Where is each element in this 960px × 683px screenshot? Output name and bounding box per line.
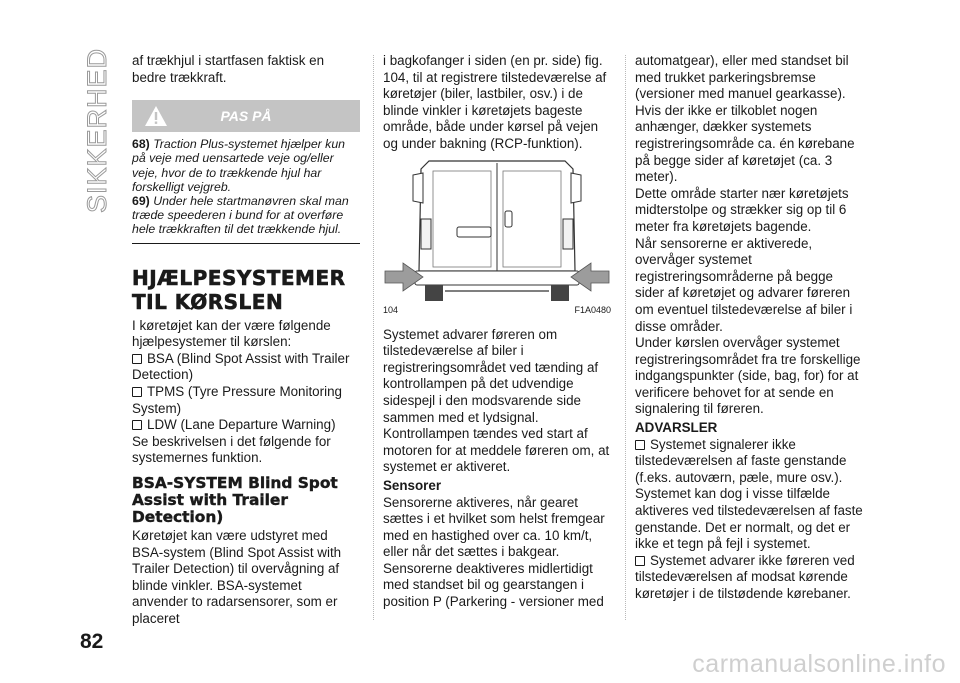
bullet-item: BSA (Blind Spot Assist with Trailer Detection): [132, 351, 360, 384]
van-rear-illustration: [383, 159, 611, 307]
paragraph: I køretøjet kan der være følgende hjælpesystemer til kørslen:: [132, 317, 331, 350]
paragraph: automatgear), eller med standset bil med trukket parkeringsbremse (versioner med manuel gearkasse).: [635, 53, 849, 102]
note-number: 69): [132, 194, 150, 208]
warning-title: PAS PÅ: [220, 108, 272, 125]
bullet-item: Systemet signalerer ikke tilstedeværelsen af faste genstande (f.eks. autoværn, pæle, mure osv.). Systemet kan dog i visse tilfælde aktiveres ved tilstedeværelsen af faste genstande. Det er normalt, og det er ikke et tegn på fejl i systemet.: [635, 436, 863, 552]
column-1: [132, 53, 360, 628]
note: [132, 137, 360, 194]
paragraph: Når sensorerne er aktiverede, overvåger systemet registreringsområderne på begge sider af køretøjet og advarer føreren om eventuel tilstedeværelse af biler i disse områder.: [635, 235, 853, 334]
note-number: 68): [132, 137, 150, 152]
bullet-item: TPMS (Tyre Pressure Monitoring System): [132, 384, 360, 417]
warning-notes: [132, 132, 360, 242]
paragraph: Systemet advarer føreren om tilstedeværelse af biler i registreringsområdet ved tænding af kontrollampen på det udvendige sidespejl i den modsvarende side sammen med et lydsignal. Kontrollampen tændes ved start af motoren for at meddele føreren om, at systemet er aktiveret.: [383, 326, 610, 475]
paragraph: i bagkofanger i siden (en pr. side) fig. 104, til at registrere tilstedeværelse af køretøjer (biler, lastbiler, osv.) i de blinde vinkler i køretøjets bageste område, både under kørsel på vejen og under bakning (RCP-funktion).: [383, 53, 607, 151]
bullet-item: LDW (Lane Departure Warning): [132, 417, 360, 434]
column-3: [635, 53, 863, 603]
column-divider: [625, 55, 626, 620]
note: [132, 194, 360, 237]
paragraph: Hvis der ikke er tilkoblet nogen anhænger, dækker systemets registreringsområde ca. én kørebane på begge sider af køretøjet (ca. 3 meter).: [635, 102, 855, 185]
note-text: Traction Plus-systemet hjælper kun på veje med uensartede veje og/eller veje, hvor de to trækkende hjul har forskelligt vejgreb.: [132, 137, 346, 194]
bullet-item: Systemet advarer ikke føreren ved tilstedeværelsen af modsat kørende køretøjer i de tilstødende kørebaner.: [635, 553, 863, 603]
paragraph: Sensorerne aktiveres, når gearet sættes i et hvilket som helst fremgear med en hastighed over ca. 10 km/t, eller når det sættes i bakgear. Sensorerne deaktiveres midlertidigt med standset bil og gearstangen i position P (Parkering - versioner med: [383, 494, 605, 610]
paragraph: Under kørslen overvåger systemet registreringsområdet fra tre forskellige indgangspunkter (side, bag, for) for at verificere behovet for at sende en signalering til føreren.: [635, 335, 861, 417]
subheading: ADVARSLER: [635, 420, 718, 436]
column-2: [383, 53, 611, 611]
figure-number: 104: [383, 304, 399, 315]
paragraph: Køretøjet kan være udstyret med BSA-system (Blind Spot Assist with Trailer Detection) til overvågning af blinde vinkler. BSA-systemet anvender to radarsensorer, som er placeret: [132, 527, 342, 626]
figure-104: [383, 159, 611, 319]
subsection-heading: BSA-SYSTEM Blind Spot Assist with Trailer Detection): [132, 473, 338, 526]
subheading: Sensorer: [383, 477, 442, 493]
paragraph: Dette område starter nær køretøjets midterstolpe og strækker sig op til 6 meter fra køretøjets bagende.: [635, 185, 849, 234]
footer-watermark: carmanualsonline.info: [692, 650, 946, 678]
figure-code: F1A0480: [574, 304, 611, 315]
warning-box: [132, 100, 360, 243]
paragraph: af trækhjul i startfasen faktisk en bedre trækkraft.: [132, 53, 325, 85]
paragraph: Se beskrivelsen i det følgende for systemernes funktion.: [132, 433, 331, 466]
column-divider: [373, 55, 374, 620]
section-tab: SIKKERHED: [82, 48, 112, 214]
note-text: Under hele startmanøvren skal man træde speederen i bund for at overføre hele trækkraften til det trækkende hjul.: [132, 194, 349, 237]
section-heading: HJÆLPESYSTEMER TIL KØRSLEN: [132, 265, 346, 314]
page-number: 82: [80, 630, 104, 653]
warning-header: [132, 100, 360, 132]
